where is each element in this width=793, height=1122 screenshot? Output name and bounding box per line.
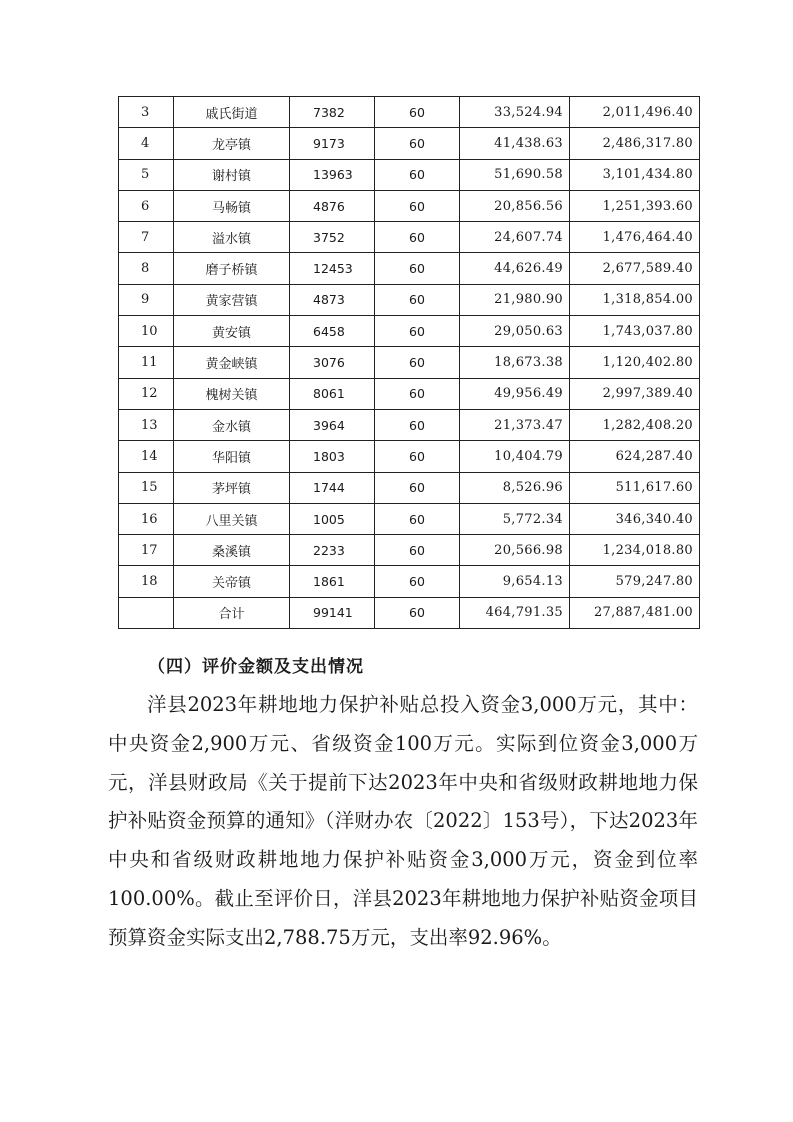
cell-area: 18,673.38 xyxy=(460,347,570,378)
cell-town: 谢村镇 xyxy=(174,159,290,190)
cell-subsidy-standard: 60 xyxy=(375,472,460,503)
cell-subsidy-standard: 60 xyxy=(375,222,460,253)
cell-subsidy-standard: 60 xyxy=(375,128,460,159)
cell-number: 17 xyxy=(119,535,174,566)
cell-area: 44,626.49 xyxy=(460,253,570,284)
cell-amount: 1,234,018.80 xyxy=(570,535,700,566)
table-row xyxy=(119,472,700,503)
table-row xyxy=(119,441,700,472)
table-body xyxy=(119,97,700,629)
cell-household-count: 6458 xyxy=(290,316,375,347)
cell-subsidy-standard: 60 xyxy=(375,253,460,284)
table-row xyxy=(119,159,700,190)
cell-town: 黄金峡镇 xyxy=(174,347,290,378)
table-row xyxy=(119,409,700,440)
table-row xyxy=(119,128,700,159)
cell-household-count: 7382 xyxy=(290,97,375,128)
cell-town: 桑溪镇 xyxy=(174,535,290,566)
cell-subsidy-standard: 60 xyxy=(375,159,460,190)
cell-amount: 346,340.40 xyxy=(570,503,700,534)
cell-area: 21,373.47 xyxy=(460,409,570,440)
cell-household-count: 1005 xyxy=(290,503,375,534)
cell-household-count: 2233 xyxy=(290,535,375,566)
cell-town: 黄安镇 xyxy=(174,316,290,347)
cell-household-count: 3076 xyxy=(290,347,375,378)
cell-town: 黄家营镇 xyxy=(174,284,290,315)
cell-number: 12 xyxy=(119,378,174,409)
cell-amount: 1,251,393.60 xyxy=(570,190,700,221)
cell-subsidy-standard: 60 xyxy=(375,190,460,221)
cell-household-count: 9173 xyxy=(290,128,375,159)
table-row xyxy=(119,222,700,253)
cell-household-count: 1861 xyxy=(290,566,375,597)
cell-subsidy-standard: 60 xyxy=(375,284,460,315)
cell-subsidy-standard: 60 xyxy=(375,409,460,440)
table-row xyxy=(119,316,700,347)
cell-subsidy-standard: 60 xyxy=(375,441,460,472)
section-paragraph: 洋县2023年耕地地力保护补贴总投入资金3,000万元，其中：中央资金2,900万元、省级资金100万元。实际到位资金3,000万元，洋县财政局《关于提前下达2023年中央和省级财政耕地地力保护补贴资金预算的通知》（洋财办农〔2022〕153号），下达2023年中央和省级财政耕地地力保护补贴资金3,000万元，资金到位率100.00%。截止至评价日，洋县2023年耕地地力保护补贴资金项目预算资金实际支出2,788.75万元，支出率92.96%。 xyxy=(108,693,698,949)
cell-town: 茅坪镇 xyxy=(174,472,290,503)
cell-number: 6 xyxy=(119,190,174,221)
cell-amount: 27,887,481.00 xyxy=(570,597,700,628)
cell-household-count: 1744 xyxy=(290,472,375,503)
section-body xyxy=(108,686,698,958)
cell-area: 20,566.98 xyxy=(460,535,570,566)
cell-number xyxy=(119,597,174,628)
cell-area: 10,404.79 xyxy=(460,441,570,472)
cell-amount: 3,101,434.80 xyxy=(570,159,700,190)
cell-amount: 2,486,317.80 xyxy=(570,128,700,159)
table-row xyxy=(119,378,700,409)
cell-number: 10 xyxy=(119,316,174,347)
table-row xyxy=(119,347,700,378)
cell-area: 51,690.58 xyxy=(460,159,570,190)
cell-area: 29,050.63 xyxy=(460,316,570,347)
cell-area: 464,791.35 xyxy=(460,597,570,628)
cell-amount: 1,120,402.80 xyxy=(570,347,700,378)
cell-number: 13 xyxy=(119,409,174,440)
cell-town: 金水镇 xyxy=(174,409,290,440)
cell-area: 21,980.90 xyxy=(460,284,570,315)
cell-amount: 1,476,464.40 xyxy=(570,222,700,253)
cell-subsidy-standard: 60 xyxy=(375,316,460,347)
cell-number: 14 xyxy=(119,441,174,472)
subsidy-table xyxy=(118,96,700,629)
cell-number: 16 xyxy=(119,503,174,534)
table-row xyxy=(119,190,700,221)
cell-household-count: 4876 xyxy=(290,190,375,221)
table-row xyxy=(119,97,700,128)
cell-area: 24,607.74 xyxy=(460,222,570,253)
cell-number: 5 xyxy=(119,159,174,190)
cell-town: 溢水镇 xyxy=(174,222,290,253)
cell-number: 4 xyxy=(119,128,174,159)
cell-household-count: 3964 xyxy=(290,409,375,440)
cell-amount: 1,282,408.20 xyxy=(570,409,700,440)
cell-town: 关帝镇 xyxy=(174,566,290,597)
cell-household-count: 1803 xyxy=(290,441,375,472)
cell-amount: 1,318,854.00 xyxy=(570,284,700,315)
cell-subsidy-standard: 60 xyxy=(375,97,460,128)
cell-amount: 624,287.40 xyxy=(570,441,700,472)
table-total-row xyxy=(119,597,700,628)
cell-amount: 511,617.60 xyxy=(570,472,700,503)
cell-subsidy-standard: 60 xyxy=(375,503,460,534)
cell-area: 20,856.56 xyxy=(460,190,570,221)
cell-subsidy-standard: 60 xyxy=(375,566,460,597)
cell-area: 41,438.63 xyxy=(460,128,570,159)
table-row xyxy=(119,535,700,566)
cell-number: 9 xyxy=(119,284,174,315)
cell-area: 33,524.94 xyxy=(460,97,570,128)
cell-amount: 579,247.80 xyxy=(570,566,700,597)
cell-town: 合计 xyxy=(174,597,290,628)
cell-number: 18 xyxy=(119,566,174,597)
cell-household-count: 13963 xyxy=(290,159,375,190)
cell-subsidy-standard: 60 xyxy=(375,378,460,409)
cell-number: 8 xyxy=(119,253,174,284)
cell-household-count: 4873 xyxy=(290,284,375,315)
cell-subsidy-standard: 60 xyxy=(375,347,460,378)
cell-town: 槐树关镇 xyxy=(174,378,290,409)
table-row xyxy=(119,284,700,315)
cell-amount: 1,743,037.80 xyxy=(570,316,700,347)
cell-amount: 2,677,589.40 xyxy=(570,253,700,284)
cell-town: 龙亭镇 xyxy=(174,128,290,159)
cell-household-count: 8061 xyxy=(290,378,375,409)
cell-number: 15 xyxy=(119,472,174,503)
cell-household-count: 12453 xyxy=(290,253,375,284)
table-row xyxy=(119,503,700,534)
cell-area: 49,956.49 xyxy=(460,378,570,409)
cell-number: 11 xyxy=(119,347,174,378)
cell-number: 7 xyxy=(119,222,174,253)
cell-town: 八里关镇 xyxy=(174,503,290,534)
cell-amount: 2,011,496.40 xyxy=(570,97,700,128)
cell-amount: 2,997,389.40 xyxy=(570,378,700,409)
cell-household-count: 3752 xyxy=(290,222,375,253)
cell-household-count: 99141 xyxy=(290,597,375,628)
cell-number: 3 xyxy=(119,97,174,128)
section-heading: （四）评价金额及支出情况 xyxy=(148,657,364,677)
table-row xyxy=(119,253,700,284)
cell-area: 8,526.96 xyxy=(460,472,570,503)
cell-town: 马畅镇 xyxy=(174,190,290,221)
cell-subsidy-standard: 60 xyxy=(375,535,460,566)
cell-subsidy-standard: 60 xyxy=(375,597,460,628)
cell-area: 5,772.34 xyxy=(460,503,570,534)
cell-area: 9,654.13 xyxy=(460,566,570,597)
cell-town: 磨子桥镇 xyxy=(174,253,290,284)
cell-town: 华阳镇 xyxy=(174,441,290,472)
cell-town: 戚氏街道 xyxy=(174,97,290,128)
table-row xyxy=(119,566,700,597)
